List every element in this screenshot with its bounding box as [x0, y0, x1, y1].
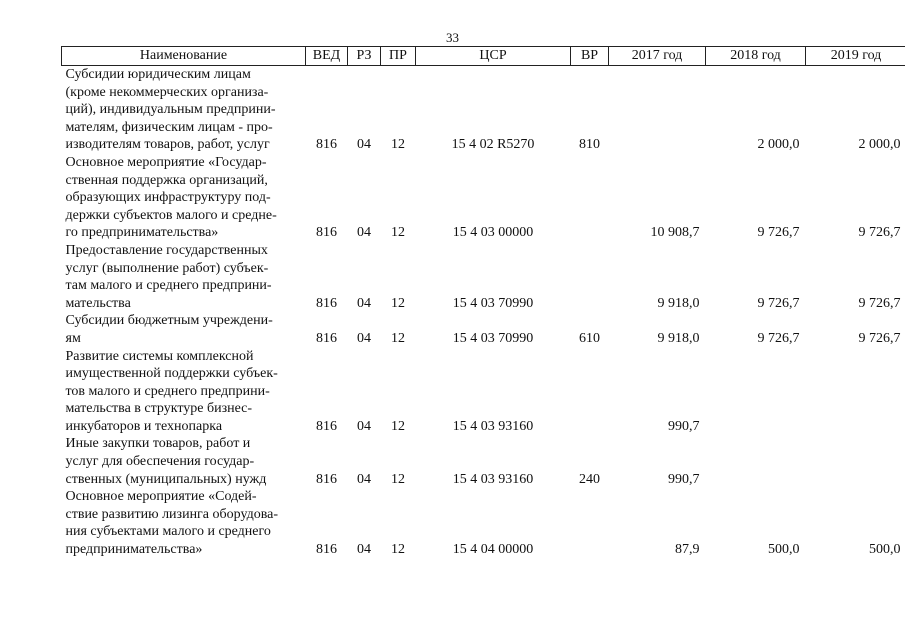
row-2018: 500,0: [768, 542, 800, 558]
row-csr: 15 4 02 R5270: [451, 137, 535, 153]
row-rz: 04: [357, 137, 371, 153]
row-vr: 810: [579, 137, 600, 153]
row-name: Предоставление государственных услуг (выполнение работ) субъек- там малого и среднего предприни- мательства: [65, 242, 272, 311]
table-header-row: [62, 47, 905, 66]
row-ved: 816: [316, 471, 337, 487]
row-name: Развитие системы комплексной имущественной поддержки субъек- тов малого и среднего предприни- мательства в структуре бизнес- инкубаторов и технопарка: [65, 348, 278, 434]
row-pr: 12: [391, 225, 405, 241]
row-vr: [571, 242, 609, 312]
row-2017: 990,7: [668, 471, 700, 487]
header-2018: 2018 год: [706, 47, 806, 66]
row-pr: 12: [391, 471, 405, 487]
row-2019: 500,0: [869, 542, 901, 558]
row-name: Субсидии юридическим лицам (кроме некоммерческих организа- ций), индивидуальным предприни- мателям, физическим лицам - про- изводителям товаров, работ, услуг: [65, 67, 276, 153]
row-csr: 15 4 03 00000: [452, 225, 534, 241]
row-ved: 816: [316, 225, 337, 241]
row-2017: 10 908,7: [650, 225, 700, 241]
header-pr: ПР: [381, 47, 416, 66]
table-row: [62, 348, 905, 436]
row-name: Иные закупки товаров, работ и услуг для обеспечения государ- ственных (муниципальных) нужд: [65, 436, 267, 487]
row-2019: 9 726,7: [858, 225, 901, 241]
row-rz: 04: [357, 418, 371, 434]
row-2018: 2 000,0: [757, 137, 800, 153]
row-rz: 04: [357, 295, 371, 311]
table-row: [62, 66, 905, 154]
row-ved: 816: [316, 330, 337, 346]
header-ved: ВЕД: [306, 47, 348, 66]
row-pr: 12: [391, 330, 405, 346]
row-rz: 04: [357, 542, 371, 558]
row-csr: 15 4 04 00000: [452, 542, 534, 558]
header-2019: 2019 год: [806, 47, 905, 66]
table-row: [62, 154, 905, 242]
row-pr: 12: [391, 295, 405, 311]
table-row: [62, 488, 905, 558]
row-rz: 04: [357, 225, 371, 241]
row-vr: [571, 488, 609, 558]
header-vr: ВР: [571, 47, 609, 66]
row-name: Основное мероприятие «Государ- ственная поддержка организаций, образующих инфраструктуру под- держки субъектов малого и средне- го предпринимательства»: [65, 154, 277, 241]
row-2019: [806, 348, 905, 436]
row-2018: [706, 435, 806, 488]
table-row: [62, 312, 905, 347]
row-name: Основное мероприятие «Содей- ствие развитию лизинга оборудова- ния субъектами малого и среднего предпринимательства»: [65, 489, 278, 558]
row-vr: 610: [579, 330, 600, 346]
row-rz: 04: [357, 330, 371, 346]
row-2017: 9 918,0: [657, 330, 700, 346]
budget-table: [61, 46, 905, 559]
row-2018: 9 726,7: [757, 225, 800, 241]
row-csr: 15 4 03 70990: [452, 330, 534, 346]
header-rz: РЗ: [348, 47, 381, 66]
row-2017: 87,9: [675, 542, 700, 558]
row-pr: 12: [391, 542, 405, 558]
row-pr: 12: [391, 418, 405, 434]
page-number: 33: [446, 30, 459, 45]
row-2018: 9 726,7: [757, 330, 800, 346]
row-2017: 990,7: [668, 418, 700, 434]
table-row: [62, 242, 905, 312]
row-csr: 15 4 03 70990: [452, 295, 534, 311]
row-2019: 9 726,7: [858, 330, 901, 346]
row-ved: 816: [316, 542, 337, 558]
row-rz: 04: [357, 471, 371, 487]
row-vr: [571, 348, 609, 436]
row-csr: 15 4 03 93160: [452, 418, 534, 434]
row-2018: 9 726,7: [757, 295, 800, 311]
row-2019: 2 000,0: [858, 137, 901, 153]
header-csr: ЦСР: [416, 47, 571, 66]
row-pr: 12: [391, 137, 405, 153]
row-2017: 9 918,0: [657, 295, 700, 311]
table-row: [62, 435, 905, 488]
row-ved: 816: [316, 137, 337, 153]
row-2018: [706, 348, 806, 436]
header-name: Наименование: [62, 47, 306, 66]
row-2017: [609, 66, 706, 154]
row-2019: 9 726,7: [858, 295, 901, 311]
row-name: Субсидии бюджетным учреждени- ям: [65, 313, 273, 346]
row-vr: [571, 154, 609, 242]
row-csr: 15 4 03 93160: [452, 471, 534, 487]
row-2019: [806, 435, 905, 488]
row-ved: 816: [316, 418, 337, 434]
header-2017: 2017 год: [609, 47, 706, 66]
row-vr: 240: [579, 471, 600, 487]
row-ved: 816: [316, 295, 337, 311]
